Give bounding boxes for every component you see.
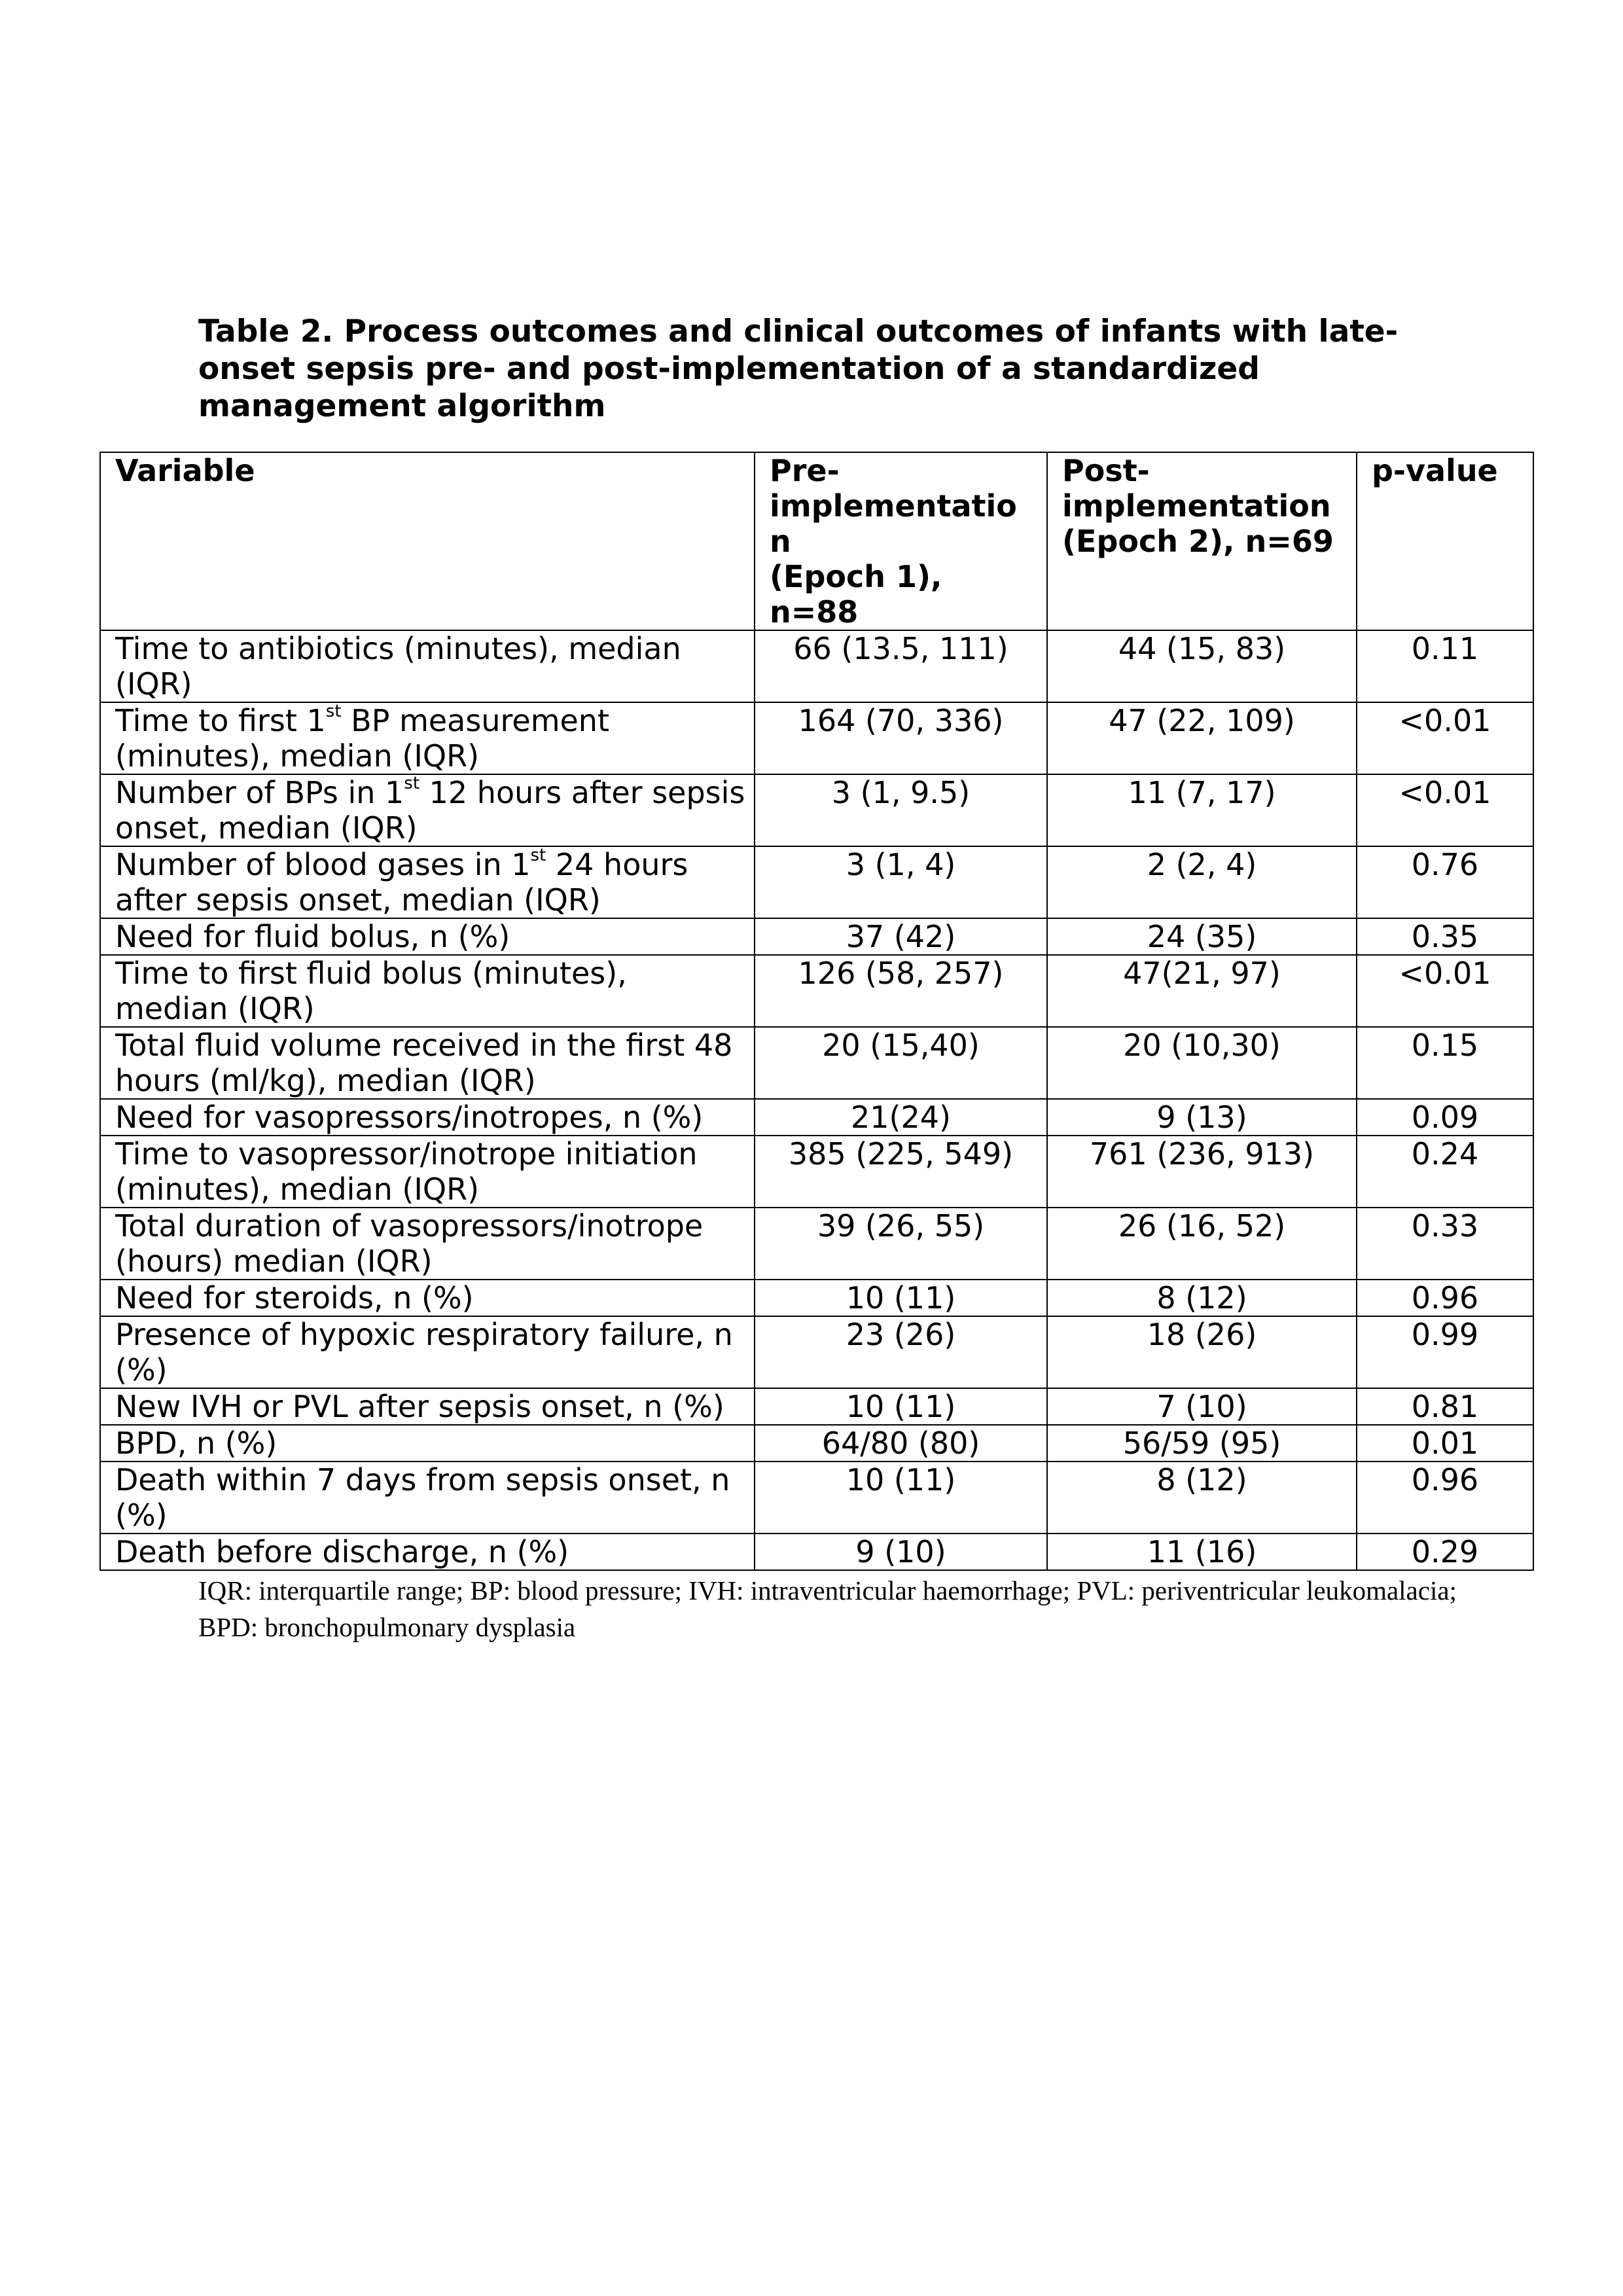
cell-p-value: 0.96 — [1357, 1280, 1533, 1316]
variable-text-continued: 12 hours after sepsis onset, median (IQR) — [115, 775, 745, 846]
cell-post-implementation: 18 (26) — [1047, 1316, 1357, 1388]
table-row — [100, 1136, 1533, 1208]
cell-pre-implementation: 3 (1, 9.5) — [755, 774, 1047, 846]
header-pre-line: implementatio — [770, 488, 1017, 524]
cell-post-implementation: 24 (35) — [1047, 918, 1357, 955]
table-row — [100, 1027, 1533, 1099]
cell-post-implementation: 7 (10) — [1047, 1388, 1357, 1425]
cell-p-value: <0.01 — [1357, 774, 1533, 846]
cell-post-implementation: 11 (16) — [1047, 1534, 1357, 1570]
header-pre-line: n — [770, 524, 791, 559]
variable-text: Need for vasopressors/inotropes, n (%) — [115, 1100, 704, 1135]
cell-post-implementation: 9 (13) — [1047, 1099, 1357, 1136]
cell-variable — [100, 1280, 755, 1316]
cell-pre-implementation: 164 (70, 336) — [755, 702, 1047, 774]
table-row — [100, 846, 1533, 918]
variable-text: Number of blood gases in 1 — [115, 847, 531, 882]
table-row — [100, 1208, 1533, 1280]
cell-post-implementation: 20 (10,30) — [1047, 1027, 1357, 1099]
cell-p-value: 0.09 — [1357, 1099, 1533, 1136]
cell-pre-implementation: 126 (58, 257) — [755, 955, 1047, 1027]
variable-text: Total duration of vasopressors/inotrope (hours) median (IQR) — [115, 1208, 704, 1279]
variable-text: BPD, n (%) — [115, 1426, 277, 1461]
header-pre-implementation — [755, 452, 1047, 630]
cell-p-value: 0.15 — [1357, 1027, 1533, 1099]
table-row — [100, 630, 1533, 702]
cell-pre-implementation: 10 (11) — [755, 1462, 1047, 1534]
cell-p-value: 0.29 — [1357, 1534, 1533, 1570]
cell-p-value: <0.01 — [1357, 702, 1533, 774]
outcomes-table — [99, 452, 1534, 1571]
cell-variable — [100, 1388, 755, 1425]
cell-p-value: 0.33 — [1357, 1208, 1533, 1280]
header-post-implementation — [1047, 452, 1357, 630]
variable-text: Presence of hypoxic respiratory failure, n (%) — [115, 1317, 733, 1388]
cell-pre-implementation: 21(24) — [755, 1099, 1047, 1136]
cell-variable — [100, 1316, 755, 1388]
cell-p-value: 0.99 — [1357, 1316, 1533, 1388]
table-row — [100, 702, 1533, 774]
table-row — [100, 774, 1533, 846]
cell-pre-implementation: 39 (26, 55) — [755, 1208, 1047, 1280]
cell-variable — [100, 1208, 755, 1280]
cell-variable — [100, 1534, 755, 1570]
cell-p-value: 0.24 — [1357, 1136, 1533, 1208]
table-row — [100, 918, 1533, 955]
table-title: Table 2. Process outcomes and clinical outcomes of infants with late-onset sepsis pre- and post-implementation of a standardized management algorithm — [198, 314, 1399, 424]
cell-pre-implementation: 10 (11) — [755, 1280, 1047, 1316]
header-pre-line: Pre- — [770, 453, 840, 488]
cell-post-implementation: 56/59 (95) — [1047, 1425, 1357, 1462]
cell-pre-implementation: 64/80 (80) — [755, 1425, 1047, 1462]
ordinal-superscript: st — [325, 702, 342, 721]
variable-text: Death within 7 days from sepsis onset, n (%) — [115, 1462, 730, 1533]
cell-post-implementation: 2 (2, 4) — [1047, 846, 1357, 918]
cell-p-value: 0.76 — [1357, 846, 1533, 918]
table-body — [100, 630, 1533, 1570]
cell-p-value: 0.35 — [1357, 918, 1533, 955]
variable-text: New IVH or PVL after sepsis onset, n (%) — [115, 1389, 724, 1424]
header-variable: Variable — [100, 452, 755, 630]
cell-pre-implementation: 66 (13.5, 111) — [755, 630, 1047, 702]
header-post-line: implementation — [1062, 488, 1331, 524]
cell-variable — [100, 1099, 755, 1136]
variable-text: Need for steroids, n (%) — [115, 1280, 474, 1316]
cell-pre-implementation: 385 (225, 549) — [755, 1136, 1047, 1208]
header-p-value: p-value — [1357, 452, 1533, 630]
table-row — [100, 1388, 1533, 1425]
variable-text-continued: 24 hours after sepsis onset, median (IQR) — [115, 847, 688, 918]
variable-text: Time to antibiotics (minutes), median (IQR) — [115, 631, 681, 702]
table-row — [100, 1280, 1533, 1316]
table-footnote: IQR: interquartile range; BP: blood pressure; IVH: intraventricular haemorrhage; PVL: periventricular leukomalacia; BPD: bronchopulmonary dysplasia — [198, 1575, 1457, 1642]
cell-post-implementation: 26 (16, 52) — [1047, 1208, 1357, 1280]
cell-variable — [100, 1462, 755, 1534]
variable-text: Death before discharge, n (%) — [115, 1534, 569, 1570]
cell-post-implementation: 8 (12) — [1047, 1280, 1357, 1316]
cell-p-value: 0.11 — [1357, 630, 1533, 702]
cell-variable — [100, 955, 755, 1027]
cell-p-value: <0.01 — [1357, 955, 1533, 1027]
cell-pre-implementation: 3 (1, 4) — [755, 846, 1047, 918]
cell-variable — [100, 702, 755, 774]
table-row — [100, 1316, 1533, 1388]
cell-p-value: 0.01 — [1357, 1425, 1533, 1462]
variable-text: Number of BPs in 1 — [115, 775, 404, 810]
cell-post-implementation: 761 (236, 913) — [1047, 1136, 1357, 1208]
variable-text: Need for fluid bolus, n (%) — [115, 919, 510, 954]
table-row — [100, 1534, 1533, 1570]
cell-variable — [100, 630, 755, 702]
cell-pre-implementation: 10 (11) — [755, 1388, 1047, 1425]
cell-post-implementation: 47(21, 97) — [1047, 955, 1357, 1027]
cell-pre-implementation: 9 (10) — [755, 1534, 1047, 1570]
cell-variable — [100, 846, 755, 918]
table-row — [100, 1099, 1533, 1136]
cell-pre-implementation: 37 (42) — [755, 918, 1047, 955]
header-post-line: (Epoch 2), n=69 — [1062, 524, 1334, 559]
table-header-row — [100, 452, 1533, 630]
variable-text: Time to first 1 — [115, 703, 326, 738]
cell-variable — [100, 1136, 755, 1208]
cell-variable — [100, 774, 755, 846]
cell-variable — [100, 918, 755, 955]
variable-text: Time to vasopressor/inotrope initiation (minutes), median (IQR) — [115, 1136, 698, 1207]
variable-text: Time to first fluid bolus (minutes), median (IQR) — [115, 956, 627, 1026]
table-row — [100, 1425, 1533, 1462]
cell-p-value: 0.96 — [1357, 1462, 1533, 1534]
table-row — [100, 1462, 1533, 1534]
cell-post-implementation: 11 (7, 17) — [1047, 774, 1357, 846]
cell-post-implementation: 44 (15, 83) — [1047, 630, 1357, 702]
cell-variable — [100, 1027, 755, 1099]
cell-pre-implementation: 20 (15,40) — [755, 1027, 1047, 1099]
cell-variable — [100, 1425, 755, 1462]
variable-text: Total fluid volume received in the first 48 hours (ml/kg), median (IQR) — [115, 1028, 733, 1098]
variable-text-continued: BP measurement (minutes), median (IQR) — [115, 703, 609, 774]
header-pre-line: (Epoch 1), — [770, 559, 942, 594]
table-row — [100, 955, 1533, 1027]
header-post-line: Post- — [1062, 453, 1150, 488]
cell-post-implementation: 8 (12) — [1047, 1462, 1357, 1534]
cell-p-value: 0.81 — [1357, 1388, 1533, 1425]
ordinal-superscript: st — [404, 774, 420, 793]
cell-post-implementation: 47 (22, 109) — [1047, 702, 1357, 774]
ordinal-superscript: st — [530, 846, 546, 865]
cell-pre-implementation: 23 (26) — [755, 1316, 1047, 1388]
header-pre-line: n=88 — [770, 594, 859, 630]
